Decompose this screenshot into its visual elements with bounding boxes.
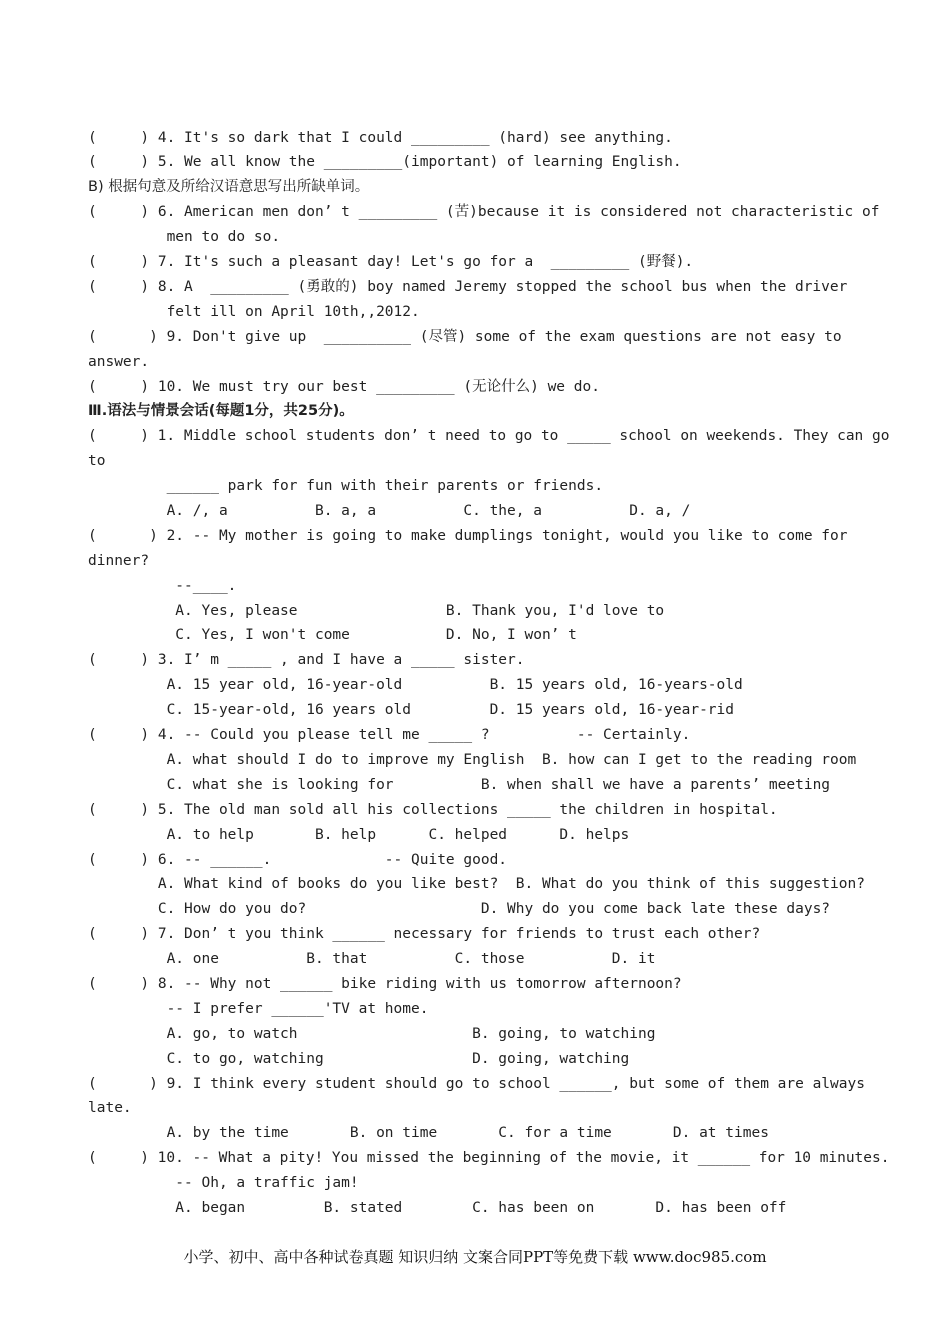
question-9-line: ( ) 9. Don't give up __________ (尽管) some of the exam questions are not easy to: [88, 329, 842, 345]
grammar-q10-line: ( ) 10. -- What a pity! You missed the beginning of the movie, it ______ for 10 minutes.: [88, 1150, 890, 1166]
question-4-line: ( ) 4. It's so dark that I could _________ (hard) see anything.: [88, 130, 673, 146]
grammar-q4-options-ab: A. what should I do to improve my English B. how can I get to the reading room: [88, 752, 857, 768]
question-5-line: ( ) 5. We all know the _________(important) of learning English.: [88, 154, 682, 170]
grammar-q1-line: ( ) 1. Middle school students don’ t need to go to _____ school on weekends. They can go: [88, 428, 890, 444]
grammar-q6-options-cd: C. How do you do? D. Why do you come back late these days?: [88, 901, 831, 917]
grammar-q9-line: ( ) 9. I think every student should go to school ______, but some of them are always: [88, 1076, 865, 1092]
grammar-q7-options: A. one B. that C. those D. it: [88, 951, 656, 967]
grammar-q3-options-cd: C. 15-year-old, 16 years old D. 15 years old, 16-year-rid: [88, 702, 735, 718]
question-9-continuation: answer.: [88, 354, 150, 370]
grammar-q2-wrap: dinner?: [88, 553, 150, 569]
grammar-q3-options-ab: A. 15 year old, 16-year-old B. 15 years old, 16-years-old: [88, 677, 743, 693]
grammar-q10-options: A. began B. stated C. has been on D. has been off: [88, 1200, 787, 1216]
grammar-q9-options: A. by the time B. on time C. for a time D. at times: [88, 1125, 769, 1141]
grammar-q8-options-cd: C. to go, watching D. going, watching: [88, 1051, 630, 1067]
grammar-q9-wrap: late.: [88, 1100, 132, 1116]
grammar-q10-reply: -- Oh, a traffic jam!: [88, 1175, 359, 1191]
section-3-heading: Ⅲ.语法与情景会话(每题1分，共25分)。: [88, 403, 354, 419]
question-10-line: ( ) 10. We must try our best _________ (无论什么) we do.: [88, 379, 600, 395]
page-footer: 小学、初中、高中各种试卷真题 知识归纳 文案合同PPT等免费下载 www.doc985.com: [183, 1248, 767, 1266]
question-7-line: ( ) 7. It's such a pleasant day! Let's go for a _________ (野餐).: [88, 254, 694, 270]
grammar-q1-options: A. /, a B. a, a C. the, a D. a, /: [88, 503, 691, 519]
question-6-continuation: men to do so.: [88, 229, 281, 245]
grammar-q7-line: ( ) 7. Don’ t you think ______ necessary for friends to trust each other?: [88, 926, 761, 942]
grammar-q2-options-ab: A. Yes, please B. Thank you, I'd love to: [88, 603, 665, 619]
grammar-q3-line: ( ) 3. I’ m _____ , and I have a _____ sister.: [88, 652, 525, 668]
grammar-q1-continuation: ______ park for fun with their parents or friends.: [88, 478, 604, 494]
grammar-q6-line: ( ) 6. -- ______. -- Quite good.: [88, 852, 508, 868]
grammar-q1-wrap: to: [88, 453, 106, 469]
question-6-line: ( ) 6. American men don’ t _________ (苦)because it is considered not characteristic of: [88, 204, 880, 220]
grammar-q2-reply: --____.: [88, 578, 237, 594]
question-8-continuation: felt ill on April 10th,,2012.: [88, 304, 420, 320]
grammar-q8-options-ab: A. go, to watch B. going, to watching: [88, 1026, 656, 1042]
question-8-line: ( ) 8. A _________ (勇敢的) boy named Jeremy stopped the school bus when the driver: [88, 279, 848, 295]
grammar-q2-line: ( ) 2. -- My mother is going to make dumplings tonight, would you like to come for: [88, 528, 848, 544]
section-b-instruction: B) 根据句意及所给汉语意思写出所缺单词。: [88, 179, 370, 195]
grammar-q8-line: ( ) 8. -- Why not ______ bike riding with us tomorrow afternoon?: [88, 976, 682, 992]
grammar-q2-options-cd: C. Yes, I won't come D. No, I won’ t: [88, 627, 577, 643]
grammar-q5-line: ( ) 5. The old man sold all his collections _____ the children in hospital.: [88, 802, 778, 818]
grammar-q6-options-ab: A. What kind of books do you like best? B. What do you think of this suggestion?: [88, 876, 865, 892]
grammar-q4-line: ( ) 4. -- Could you please tell me _____ ? -- Certainly.: [88, 727, 691, 743]
grammar-q4-options-cd: C. what she is looking for B. when shall we have a parents’ meeting: [88, 777, 831, 793]
grammar-q8-reply: -- I prefer ______'TV at home.: [88, 1001, 429, 1017]
grammar-q5-options: A. to help B. help C. helped D. helps: [88, 827, 630, 843]
